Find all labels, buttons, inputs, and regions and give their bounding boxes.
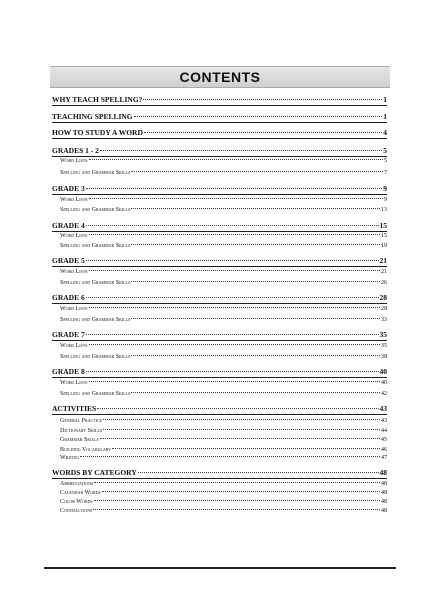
toc-page-number: 38 [381, 354, 387, 360]
toc-subsection-entry [60, 269, 387, 275]
toc-entry-label: Word Lists [60, 197, 88, 203]
toc-entry-label: Spelling and Grammar Skills [60, 391, 131, 397]
toc-subsection-entry [60, 447, 387, 453]
contents-title-bar [50, 66, 390, 88]
toc-page-number: 1 [383, 95, 387, 104]
toc-entry-label: WORDS BY CATEGORY [52, 468, 137, 477]
toc-entry-label: Spelling and Grammar Skills [60, 207, 131, 213]
toc-entry-label: WHY TEACH SPELLING? [52, 95, 143, 104]
dot-leader [131, 281, 380, 282]
toc-section-entry [52, 95, 387, 104]
toc-subsection-entry [60, 354, 387, 360]
toc-entry-label: Dictionary Skills [60, 428, 103, 434]
toc-page-number: 35 [381, 343, 387, 349]
section-divider [52, 138, 387, 139]
toc-page-number: 4 [383, 128, 387, 137]
dot-leader [86, 371, 379, 372]
toc-page-number: 28 [381, 306, 387, 312]
dot-leader [131, 171, 383, 172]
toc-subsection-entry [60, 499, 387, 505]
toc-entry-label: Word Lists [60, 233, 88, 239]
toc-page-number: 47 [381, 455, 387, 461]
toc-entry-label: Calendar Words [60, 490, 101, 496]
toc-entry-label: Spelling and Grammar Skills [60, 243, 131, 249]
dot-leader [131, 392, 380, 393]
toc-page-number: 48 [379, 468, 387, 477]
dot-leader [86, 297, 379, 298]
toc-page-number: 19 [381, 243, 387, 249]
toc-entry-label: Spelling and Grammar Skills [60, 354, 131, 360]
dot-leader [89, 198, 384, 199]
toc-subsection-entry [60, 158, 387, 164]
toc-entry-label: Color Words [60, 499, 93, 505]
toc-subsection-entry [60, 481, 387, 487]
toc-page-number: 21 [379, 256, 387, 265]
toc-section-entry [52, 184, 387, 193]
toc-page-number: 15 [379, 221, 387, 230]
section-divider [52, 478, 387, 479]
toc-entry-label: GRADE 4 [52, 221, 85, 230]
toc-section-entry [52, 112, 387, 121]
toc-page-number: 26 [381, 280, 387, 286]
toc-page-number: 15 [381, 233, 387, 239]
dot-leader [86, 334, 379, 335]
dot-leader [143, 99, 382, 100]
toc-entry-label: Spelling and Grammar Skills [60, 170, 131, 176]
toc-subsection-entry [60, 428, 387, 434]
dot-leader [97, 408, 378, 409]
dot-leader [103, 419, 380, 420]
toc-subsection-entry [60, 490, 387, 496]
toc-subsection-entry [60, 243, 387, 249]
toc-subsection-entry [60, 280, 387, 286]
toc-entry-label: Spelling and Grammar Skills [60, 280, 131, 286]
page-title: CONTENTS [179, 69, 261, 85]
toc-page-number: 48 [381, 508, 387, 514]
toc-page-number: 45 [381, 437, 387, 443]
toc-page-number: 48 [381, 499, 387, 505]
toc-page-number: 21 [381, 269, 387, 275]
toc-section-entry [52, 367, 387, 376]
toc-page-number: 28 [379, 293, 387, 302]
dot-leader [134, 116, 383, 117]
dot-leader [89, 344, 381, 345]
dot-leader [89, 307, 381, 308]
toc-section-entry [52, 330, 387, 339]
toc-entry-label: Building Vocabulary [60, 447, 112, 453]
toc-page-number: 44 [381, 428, 387, 434]
toc-page-number: 5 [383, 146, 387, 155]
toc-section-entry [52, 468, 387, 477]
toc-entry-label: Writing [60, 455, 80, 461]
footer-rule [44, 567, 396, 569]
section-divider [52, 194, 387, 195]
toc-subsection-entry [60, 418, 387, 424]
section-divider [52, 414, 387, 415]
toc-entry-label: General Practice [60, 418, 103, 424]
toc-page-number: 1 [383, 112, 387, 121]
section-divider [52, 156, 387, 157]
toc-section-entry [52, 404, 387, 413]
toc-page-number: 43 [379, 404, 387, 413]
toc-entry-label: Spelling and Grammar Skills [60, 317, 131, 323]
toc-entry-label: GRADE 8 [52, 367, 85, 376]
toc-page-number: 13 [381, 207, 387, 213]
toc-subsection-entry [60, 170, 387, 176]
section-divider [52, 105, 387, 106]
dot-leader [138, 472, 379, 473]
toc-subsection-entry [60, 233, 387, 239]
dot-leader [80, 456, 380, 457]
dot-leader [86, 260, 379, 261]
toc-entry-label: Word Lists [60, 343, 88, 349]
toc-entry-label: GRADES 1 - 2 [52, 146, 99, 155]
dot-leader [89, 159, 384, 160]
dot-leader [93, 509, 380, 510]
dot-leader [89, 270, 381, 271]
dot-leader [103, 429, 380, 430]
toc-entry-label: Word Lists [60, 380, 88, 386]
dot-leader [102, 491, 380, 492]
toc-subsection-entry [60, 455, 387, 461]
toc-entry-label: TEACHING SPELLING [52, 112, 133, 121]
toc-page-number: 43 [381, 418, 387, 424]
toc-page-number: 48 [381, 490, 387, 496]
toc-page-number: 40 [379, 367, 387, 376]
toc-entry-label: Word Lists [60, 306, 88, 312]
dot-leader [94, 482, 380, 483]
dot-leader [131, 355, 380, 356]
toc-entry-label: Word Lists [60, 158, 88, 164]
toc-entry-label: GRADE 5 [52, 256, 85, 265]
toc-section-entry [52, 256, 387, 265]
toc-entry-label: GRADE 7 [52, 330, 85, 339]
toc-entry-label: Contractions [60, 508, 93, 514]
section-divider [52, 303, 387, 304]
toc-subsection-entry [60, 391, 387, 397]
toc-page-number: 33 [381, 317, 387, 323]
toc-section-entry [52, 221, 387, 230]
dot-leader [100, 150, 382, 151]
dot-leader [131, 318, 380, 319]
toc-page-number: 40 [381, 380, 387, 386]
toc-page-number: 48 [381, 481, 387, 487]
toc-page-number: 35 [379, 330, 387, 339]
toc-subsection-entry [60, 437, 387, 443]
section-divider [52, 377, 387, 378]
toc-entry-label: ACTIVITIES [52, 404, 97, 413]
dot-leader [94, 500, 380, 501]
toc-entry-label: Grammar Skills [60, 437, 99, 443]
toc-page-number: 42 [381, 391, 387, 397]
toc-page-number: 9 [384, 197, 387, 203]
toc-subsection-entry [60, 380, 387, 386]
toc-entry-label: GRADE 6 [52, 293, 85, 302]
toc-page-number: 9 [383, 184, 387, 193]
section-divider [52, 266, 387, 267]
toc-entry-label: GRADE 3 [52, 184, 85, 193]
dot-leader [131, 208, 380, 209]
section-divider [52, 340, 387, 341]
toc-page-number: 46 [381, 447, 387, 453]
section-divider [52, 122, 387, 123]
toc-subsection-entry [60, 207, 387, 213]
toc-subsection-entry [60, 508, 387, 514]
dot-leader [89, 234, 381, 235]
toc-section-entry [52, 146, 387, 155]
section-divider [52, 231, 387, 232]
dot-leader [89, 381, 381, 382]
toc-subsection-entry [60, 306, 387, 312]
toc-page-number: 7 [384, 170, 387, 176]
dot-leader [100, 438, 380, 439]
toc-section-entry [52, 128, 387, 137]
dot-leader [112, 448, 380, 449]
toc-entry-label: Word Lists [60, 269, 88, 275]
dot-leader [86, 188, 383, 189]
toc-page-number: 5 [384, 158, 387, 164]
toc-subsection-entry [60, 317, 387, 323]
toc-subsection-entry [60, 197, 387, 203]
dot-leader [86, 225, 379, 226]
toc-section-entry [52, 293, 387, 302]
toc-subsection-entry [60, 343, 387, 349]
dot-leader [144, 132, 382, 133]
dot-leader [131, 244, 380, 245]
toc-entry-label: Abbreviations [60, 481, 94, 487]
toc-entry-label: HOW TO STUDY A WORD [52, 128, 143, 137]
